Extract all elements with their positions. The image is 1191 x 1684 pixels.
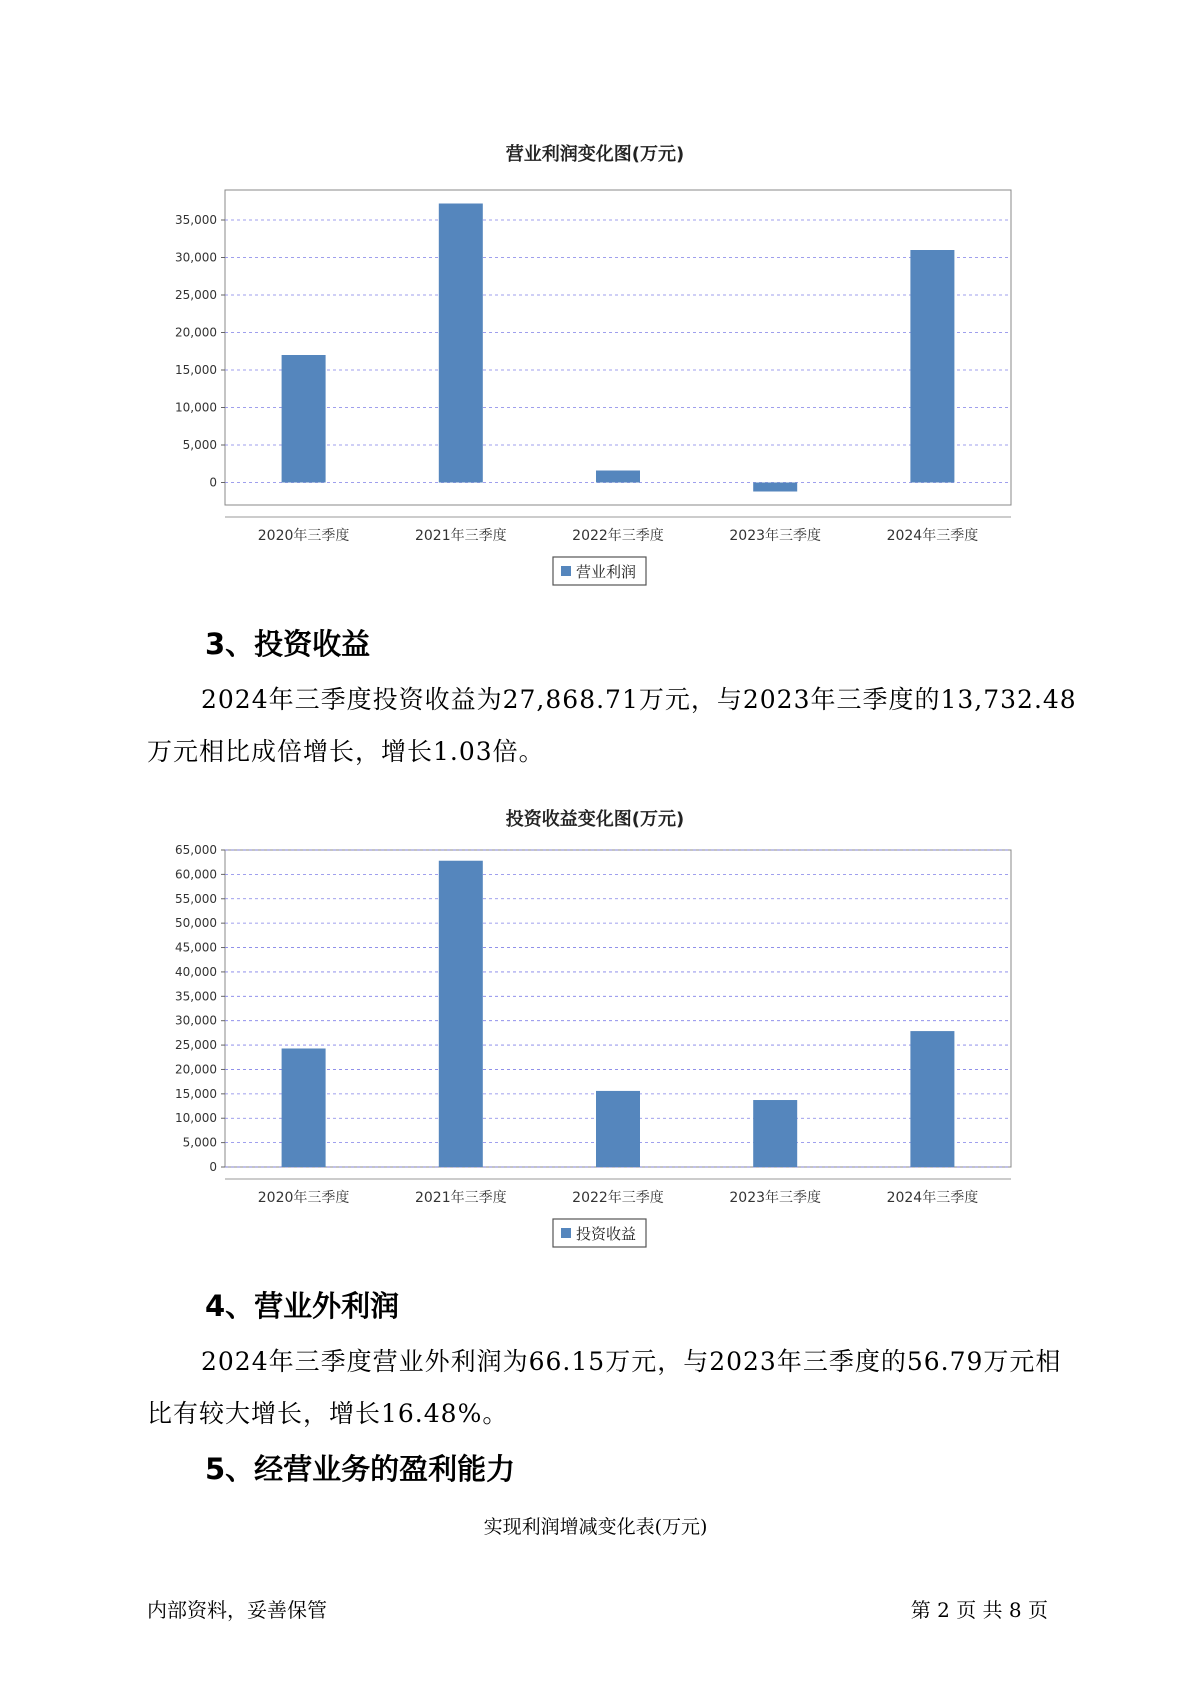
x-tick-label: 2020年三季度 bbox=[257, 1190, 350, 1206]
y-tick-label: 30,000 bbox=[175, 250, 217, 265]
x-tick-label: 2021年三季度 bbox=[414, 528, 507, 544]
y-tick-label: 20,000 bbox=[175, 1062, 217, 1077]
bar bbox=[596, 1091, 640, 1167]
y-tick-label: 25,000 bbox=[175, 1038, 217, 1053]
y-tick-label: 60,000 bbox=[175, 867, 217, 882]
section-3-heading: 3、投资收益 bbox=[205, 627, 371, 661]
x-tick-label: 2022年三季度 bbox=[572, 528, 664, 544]
legend-label: 营业利润 bbox=[576, 563, 637, 581]
bar bbox=[753, 1100, 797, 1167]
y-tick-label: 5,000 bbox=[182, 1135, 217, 1150]
x-tick-label: 2020年三季度 bbox=[257, 528, 350, 544]
y-tick-label: 15,000 bbox=[175, 363, 217, 377]
bar bbox=[282, 1048, 326, 1167]
y-tick-label: 50,000 bbox=[175, 916, 217, 931]
bar bbox=[439, 861, 483, 1167]
chart-title: 营业利润变化图(万元) bbox=[505, 144, 685, 165]
section-4-heading: 4、营业外利润 bbox=[205, 1289, 400, 1323]
y-tick-label: 35,000 bbox=[175, 213, 217, 227]
bar bbox=[910, 250, 954, 483]
y-tick-label: 25,000 bbox=[175, 288, 217, 302]
chart-title: 投资收益变化图(万元) bbox=[505, 809, 685, 830]
table-caption: 实现利润增减变化表(万元) bbox=[483, 1516, 708, 1538]
operating-profit-chart-svg bbox=[0, 130, 1191, 600]
y-tick-label: 0 bbox=[209, 1160, 217, 1174]
y-tick-label: 65,000 bbox=[175, 843, 217, 857]
section-3-paragraph: 2024年三季度投资收益为27,868.71万元，与2023年三季度的13,732.48万元相比成倍增长，增长1.03倍。 bbox=[147, 685, 1077, 766]
y-tick-label: 10,000 bbox=[175, 400, 217, 415]
x-tick-label: 2023年三季度 bbox=[729, 1190, 822, 1206]
section-5-heading: 5、经营业务的盈利能力 bbox=[205, 1452, 516, 1486]
x-tick-label: 2024年三季度 bbox=[886, 1190, 979, 1206]
y-tick-label: 40,000 bbox=[175, 964, 217, 979]
y-tick-label: 10,000 bbox=[175, 1111, 217, 1126]
x-tick-label: 2022年三季度 bbox=[572, 1190, 664, 1206]
bar bbox=[439, 204, 483, 483]
y-tick-label: 5,000 bbox=[182, 438, 217, 452]
y-tick-label: 55,000 bbox=[175, 891, 217, 906]
bar bbox=[753, 483, 797, 492]
section-4-paragraph: 2024年三季度营业外利润为66.15万元，与2023年三季度的56.79万元相比有较大增长，增长16.48%。 bbox=[147, 1347, 1062, 1428]
y-tick-label: 30,000 bbox=[175, 1013, 217, 1028]
y-tick-label: 15,000 bbox=[175, 1086, 217, 1101]
investment-income-chart bbox=[0, 795, 1191, 1265]
investment-income-chart-svg bbox=[0, 795, 1191, 1265]
footer-confidential-note: 内部资料，妥善保管 bbox=[147, 1598, 327, 1622]
x-tick-label: 2023年三季度 bbox=[729, 528, 822, 544]
legend-label: 投资收益 bbox=[576, 1225, 637, 1243]
plot-area bbox=[225, 190, 1011, 505]
y-tick-label: 35,000 bbox=[175, 989, 217, 1004]
bar bbox=[596, 471, 640, 483]
legend-swatch bbox=[561, 1228, 571, 1238]
y-tick-label: 0 bbox=[209, 475, 217, 490]
x-tick-label: 2021年三季度 bbox=[414, 1190, 507, 1206]
footer-page-number: 第 2 页 共 8 页 bbox=[910, 1598, 1048, 1622]
bar bbox=[282, 355, 326, 483]
bar bbox=[910, 1031, 954, 1167]
legend-swatch bbox=[561, 566, 571, 576]
y-tick-label: 20,000 bbox=[175, 325, 217, 340]
y-tick-label: 45,000 bbox=[175, 940, 217, 955]
operating-profit-chart bbox=[0, 130, 1191, 600]
x-tick-label: 2024年三季度 bbox=[886, 528, 979, 544]
